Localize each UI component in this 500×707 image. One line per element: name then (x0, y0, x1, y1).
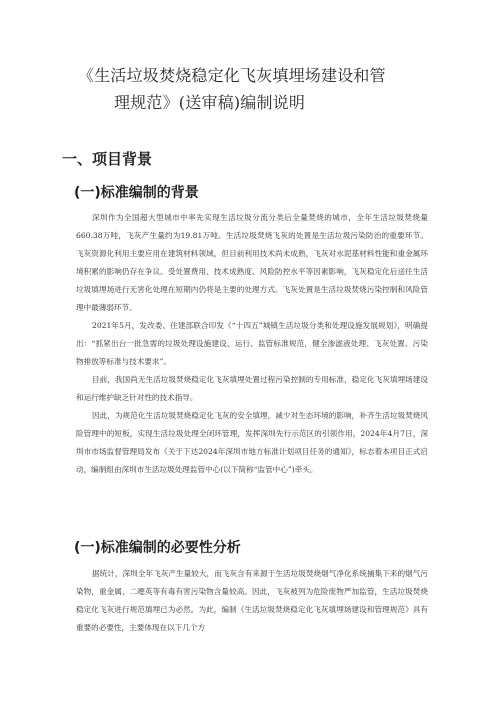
paragraph: 目前，我国尚无生活垃圾焚烧稳定化飞灰填埋处置过程污染控制的专用标准，稳定化飞灰填埋场建设和运行维护缺乏针对性的技术指导。 (76, 375, 428, 402)
paragraph: 2021年5月，发改委、住建部联合印发《“十四五”城镇生活垃圾分类和处理设施发展规划》，明确提出：“抓紧出台一批急需的垃圾处理设施建设、运行、监管标准规范，健全渗滤液处理、飞灰处置、污染物排放等标准与技术要求”。 (76, 321, 428, 366)
section-heading-project-background: 一、项目背景 (62, 150, 153, 168)
paragraph: 据统计，深圳全年飞灰产生量较大，而飞灰含有来源于生活垃圾焚烧烟气净化系统捕集下来的烟气污染物，重金属、二噁英等有毒有害污染物含量较高。因此，飞灰被列为危险废物严加监管，生活垃圾焚烧稳定化飞灰进行规范填埋已为必然。为此，编制《生活垃圾焚烧稳定化飞灰填埋场建设和管理规范》具有重要的必要性，主要体现在以下几个方 (76, 569, 428, 632)
subsection-heading-necessity: (一)标准编制的必要性分析 (74, 540, 241, 556)
paragraph: 因此，为规范化生活垃圾焚烧稳定化飞灰的安全填埋，减少对生态环境的影响，补齐生活垃圾焚烧风险管理中的短板，实现生活垃圾处理全闭环管理，发挥深圳先行示范区的引领作用，2024年4月7日，深圳市市场监督管理局发布《关于下达2024年深圳市地方标准计划项目任务的通知》，标志着本项目正式启动，编制组由深圳市生活垃圾处理监管中心(以下简称“监管中心”)牵头。 (76, 411, 428, 474)
subsection-heading-background: (一)标准编制的背景 (74, 185, 199, 201)
title-line-2: 理规范》(送审稿)编制说明 (114, 93, 306, 112)
document-title (78, 62, 428, 116)
paragraph: 深圳作为全国超大型城市中率先实现生活垃圾分流分类后全量焚烧的城市，全年生活垃圾焚烧量660.38万吨，飞灰产生量约为19.81万吨。生活垃圾焚烧飞灰的处置是生活垃圾污染防治的重要环节。飞灰资源化利用主要应用在建筑材料领域，但目前利用技术尚未成熟，飞灰对水泥基材料性能和重金属环境积累的影响仍存在争议。受处置费用、技术成熟度、风险防控水平等因素影响，飞灰稳定化后送往生活垃圾填埋场进行无害化处理在短期内仍将是主要的处理方式。飞灰处置是生活垃圾焚烧污染控制和风险管理中最薄弱环节。 (76, 213, 428, 312)
title-line-1: 《生活垃圾焚烧稳定化飞灰填埋场建设和管 (78, 66, 386, 85)
subsection-body-background (76, 209, 428, 479)
subsection-body-necessity (76, 565, 428, 637)
